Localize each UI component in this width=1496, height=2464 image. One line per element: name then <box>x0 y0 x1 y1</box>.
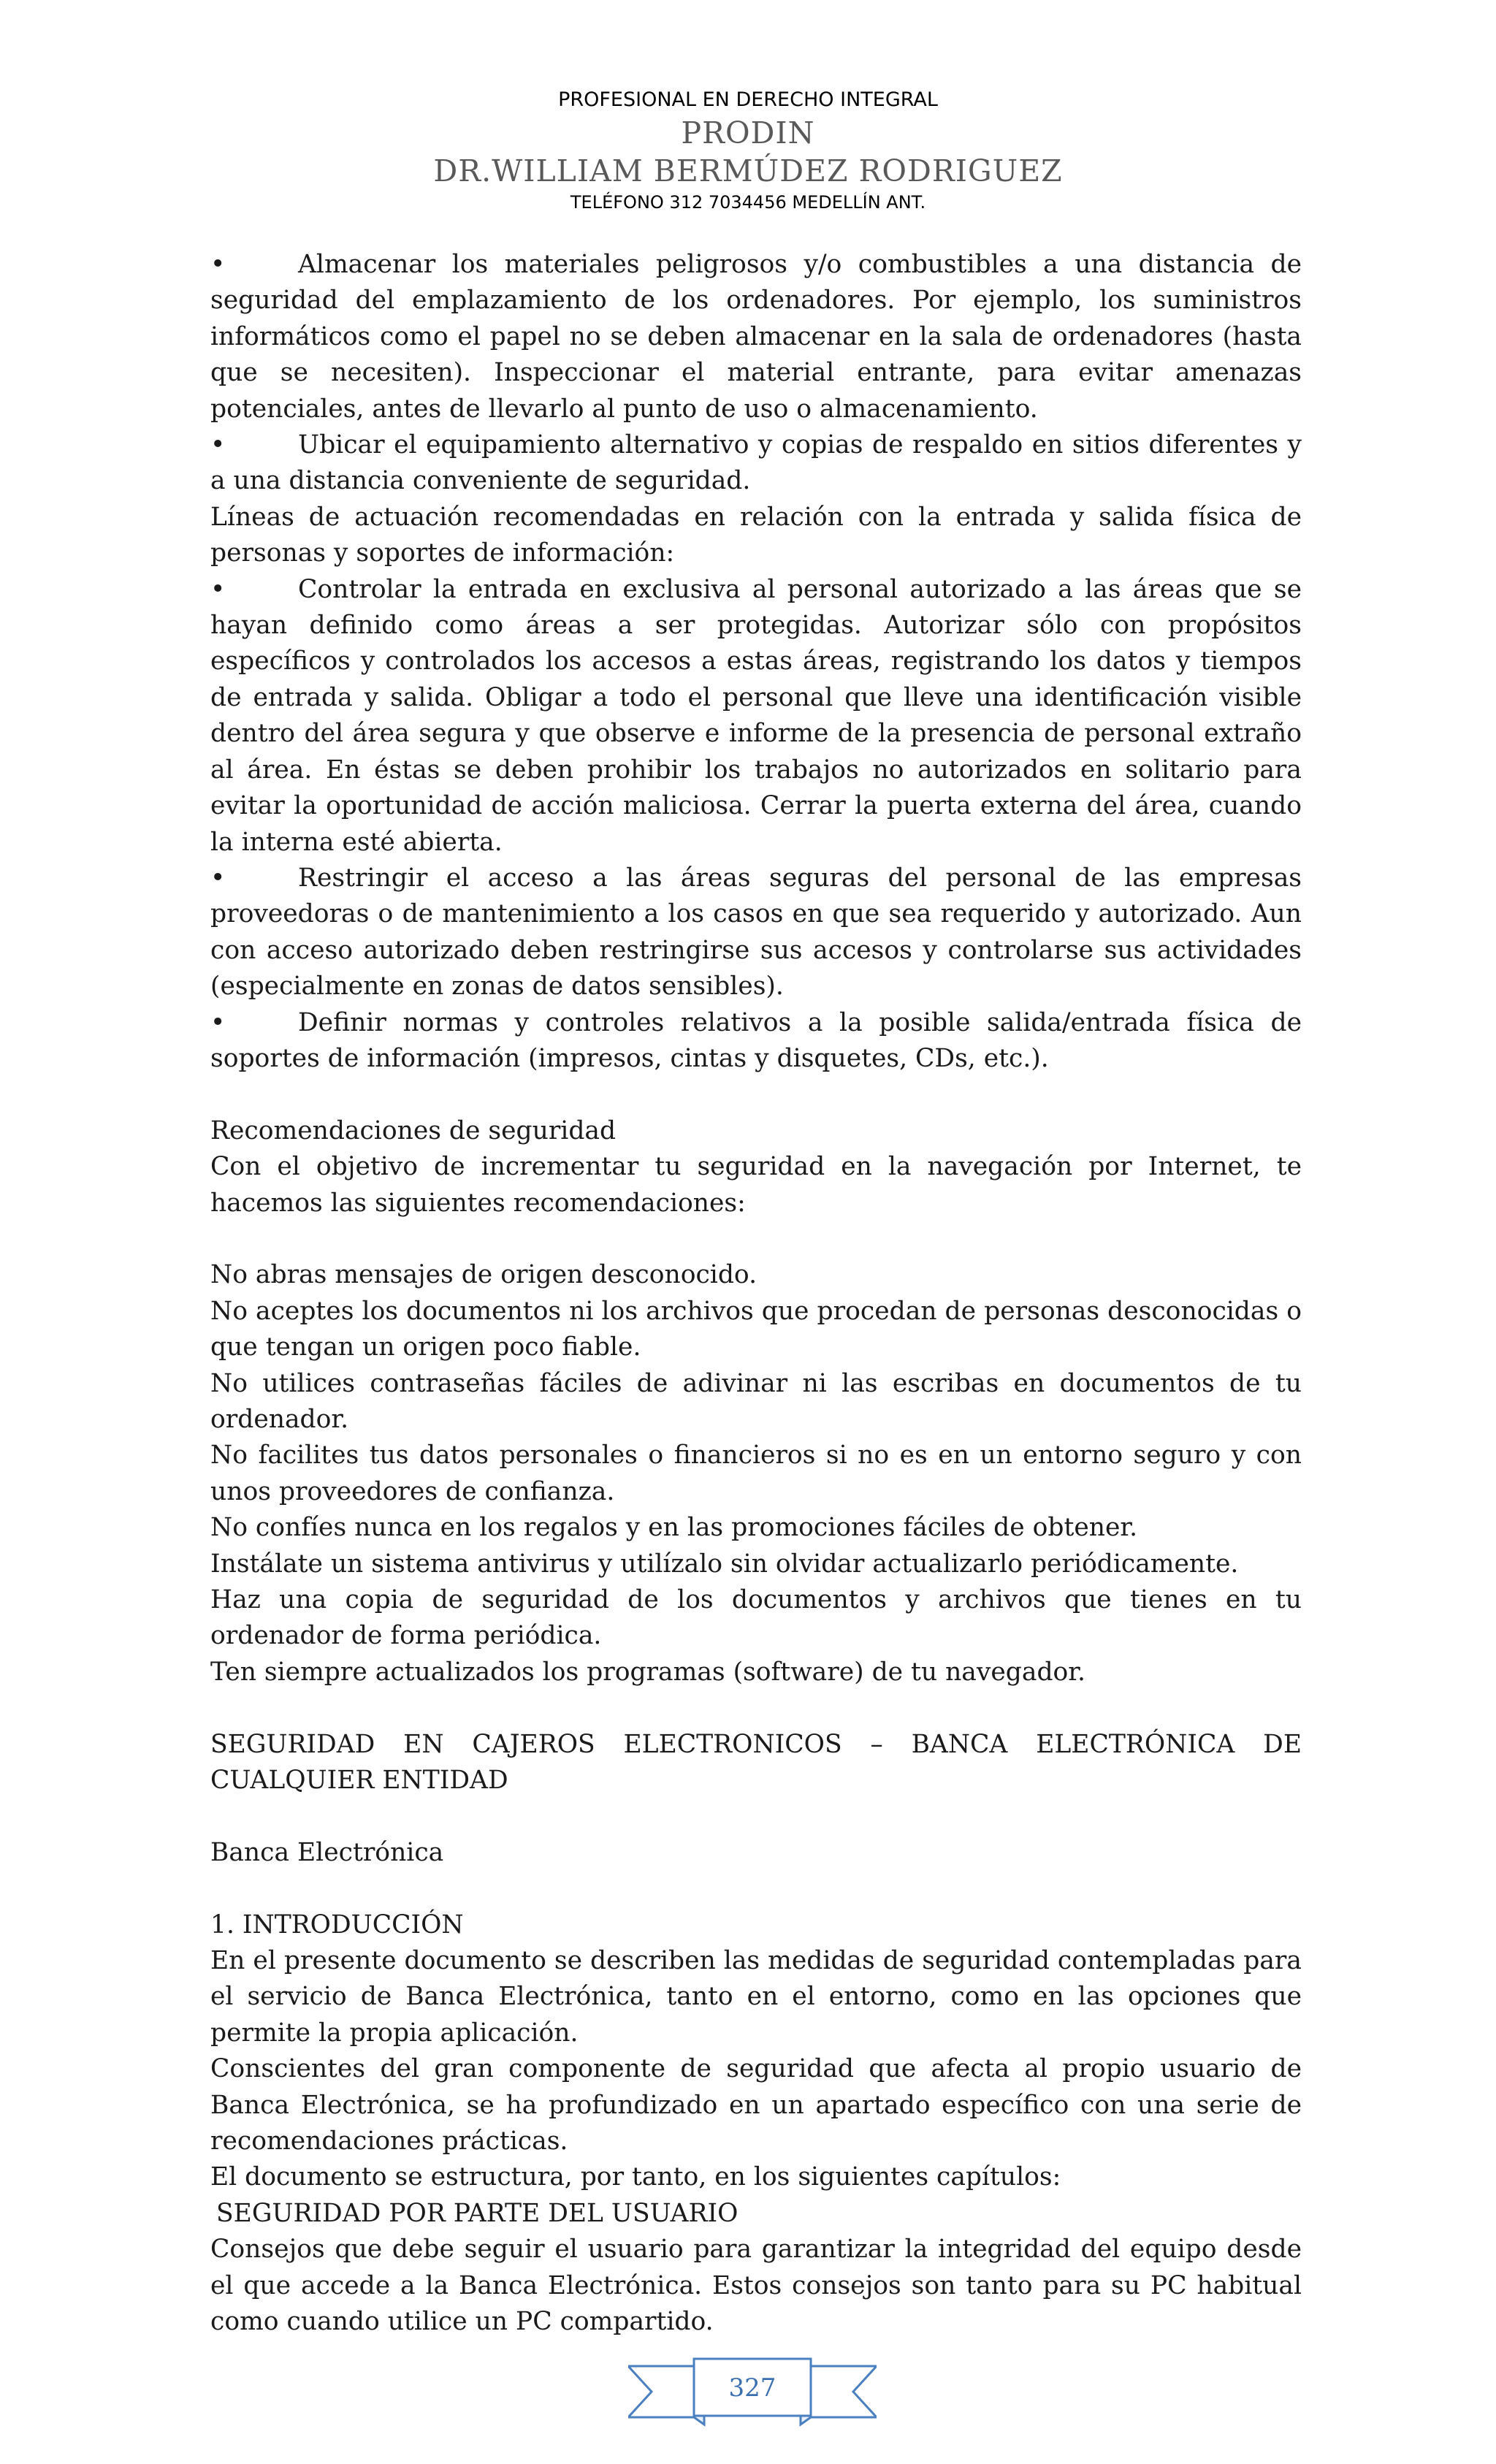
bullet-paragraph <box>210 861 1302 1005</box>
user-security-heading: SEGURIDAD POR PARTE DEL USUARIO <box>216 2198 739 2228</box>
bullet-marker: • <box>210 863 226 893</box>
subsection-title: Banca Electrónica <box>210 1837 444 1867</box>
bullet-marker: • <box>210 1007 226 1037</box>
spacer <box>210 1871 1302 1907</box>
bullet-paragraph <box>210 247 1302 427</box>
bullet-paragraph <box>210 572 1302 861</box>
paragraph: Conscientes del gran componente de seguridad que afecta al propio usuario de Banca Electrónica, se ha profundizado en un apartado específico con una serie de recomendaciones prácticas. <box>210 2054 1302 2156</box>
bullet-text: Ubicar el equipamiento alternativo y copias de respaldo en sitios diferentes y a una distancia conveniente de seguridad. <box>210 430 1302 496</box>
paragraph: El documento se estructura, por tanto, en los siguientes capítulos: <box>210 2162 1061 2192</box>
section-title: SEGURIDAD EN CAJEROS ELECTRONICOS – BANCA ELECTRÓNICA DE CUALQUIER ENTIDAD <box>210 1729 1302 1796</box>
spacer <box>210 1221 1302 1257</box>
recommendation-item: No abras mensajes de origen desconocido. <box>210 1260 757 1290</box>
bullet-marker: • <box>210 250 226 279</box>
document-body <box>210 247 1302 2340</box>
paragraph: Consejos que debe seguir el usuario para garantizar la integridad del equipo desde el que accede a la Banca Electrónica. Estos consejos son tanto para su PC habitual como cuando utilice un PC compartido. <box>210 2235 1302 2337</box>
recommendation-item: No aceptes los documentos ni los archivos que procedan de personas desconocidas o que tengan un origen poco fiable. <box>210 1296 1302 1362</box>
bullet-marker: • <box>210 430 226 460</box>
header-brand: PRODIN <box>681 115 815 150</box>
header-profession: PROFESIONAL EN DERECHO INTEGRAL <box>558 88 938 111</box>
recommendation-item: Instálate un sistema antivirus y utilízalo sin olvidar actualizarlo periódicamente. <box>210 1549 1239 1579</box>
recommendations-intro: Con el objetivo de incrementar tu seguridad en la navegación por Internet, te hacemos las siguientes recomendaciones: <box>210 1152 1302 1218</box>
bullet-text: Definir normas y controles relativos a la posible salida/entrada física de soportes de información (impresos, cintas y disquetes, CDs, etc.). <box>210 1007 1302 1073</box>
bullet-text: Controlar la entrada en exclusiva al personal autorizado a las áreas que se hayan definido como áreas a ser protegidas. Autorizar sólo con propósitos específicos y controlados los accesos a estas áreas, registrando los datos y tiempos de entrada y salida. Obligar a todo el personal que lleve una identificación visible dentro del área segura y que observe e informe de la presencia de personal extraño al área. En éstas se deben prohibir los trabajos no autorizados en solitario para evitar la oportunidad de acción maliciosa. Cerrar la puerta externa del área, cuando la interna esté abierta. <box>210 574 1302 857</box>
page-number-banner <box>628 2356 877 2429</box>
recommendation-item: No utilices contraseñas fáciles de adivinar ni las escribas en documentos de tu ordenador. <box>210 1368 1302 1434</box>
intro-heading: 1. INTRODUCCIÓN <box>210 1910 464 1939</box>
paragraph: En el presente documento se describen las medidas de seguridad contempladas para el servicio de Banca Electrónica, tanto en el entorno, como en las opciones que permite la propia aplicación. <box>210 1946 1302 2048</box>
page-number: 327 <box>728 2373 776 2403</box>
spacer <box>210 1690 1302 1726</box>
page-header <box>0 86 1496 215</box>
header-name: DR.WILLIAM BERMÚDEZ RODRIGUEZ <box>433 153 1063 188</box>
recommendations-title: Recomendaciones de seguridad <box>210 1115 617 1145</box>
paragraph: Líneas de actuación recomendadas en relación con la entrada y salida física de personas y soportes de información: <box>210 502 1302 568</box>
bullet-paragraph <box>210 427 1302 500</box>
bullet-marker: • <box>210 574 226 604</box>
recommendation-item: No confíes nunca en los regalos y en las promociones fáciles de obtener. <box>210 1513 1138 1543</box>
recommendation-item: Haz una copia de seguridad de los documentos y archivos que tienes en tu ordenador de forma periódica. <box>210 1585 1302 1651</box>
bullet-text: Almacenar los materiales peligrosos y/o combustibles a una distancia de seguridad del emplazamiento de los ordenadores. Por ejemplo, los suministros informáticos como el papel no se deben almacenar en la sala de ordenadores (hasta que se necesiten). Inspeccionar el material entrante, para evitar amenazas potenciales, antes de llevarlo al punto de uso o almacenamiento. <box>210 250 1302 424</box>
recommendation-item: No facilites tus datos personales o financieros si no es en un entorno seguro y con unos proveedores de confianza. <box>210 1441 1302 1506</box>
bullet-paragraph <box>210 1005 1302 1077</box>
spacer <box>210 1799 1302 1834</box>
recommendation-item: Ten siempre actualizados los programas (software) de tu navegador. <box>210 1657 1085 1687</box>
header-phone: TELÉFONO 312 7034456 MEDELLÍN ANT. <box>570 192 926 213</box>
bullet-text: Restringir el acceso a las áreas seguras del personal de las empresas proveedoras o de mantenimiento a los casos en que sea requerido y autorizado. Aun con acceso autorizado deben restringirse sus accesos y controlarse sus actividades (especialmente en zonas de datos sensibles). <box>210 863 1302 1002</box>
spacer <box>210 1077 1302 1113</box>
